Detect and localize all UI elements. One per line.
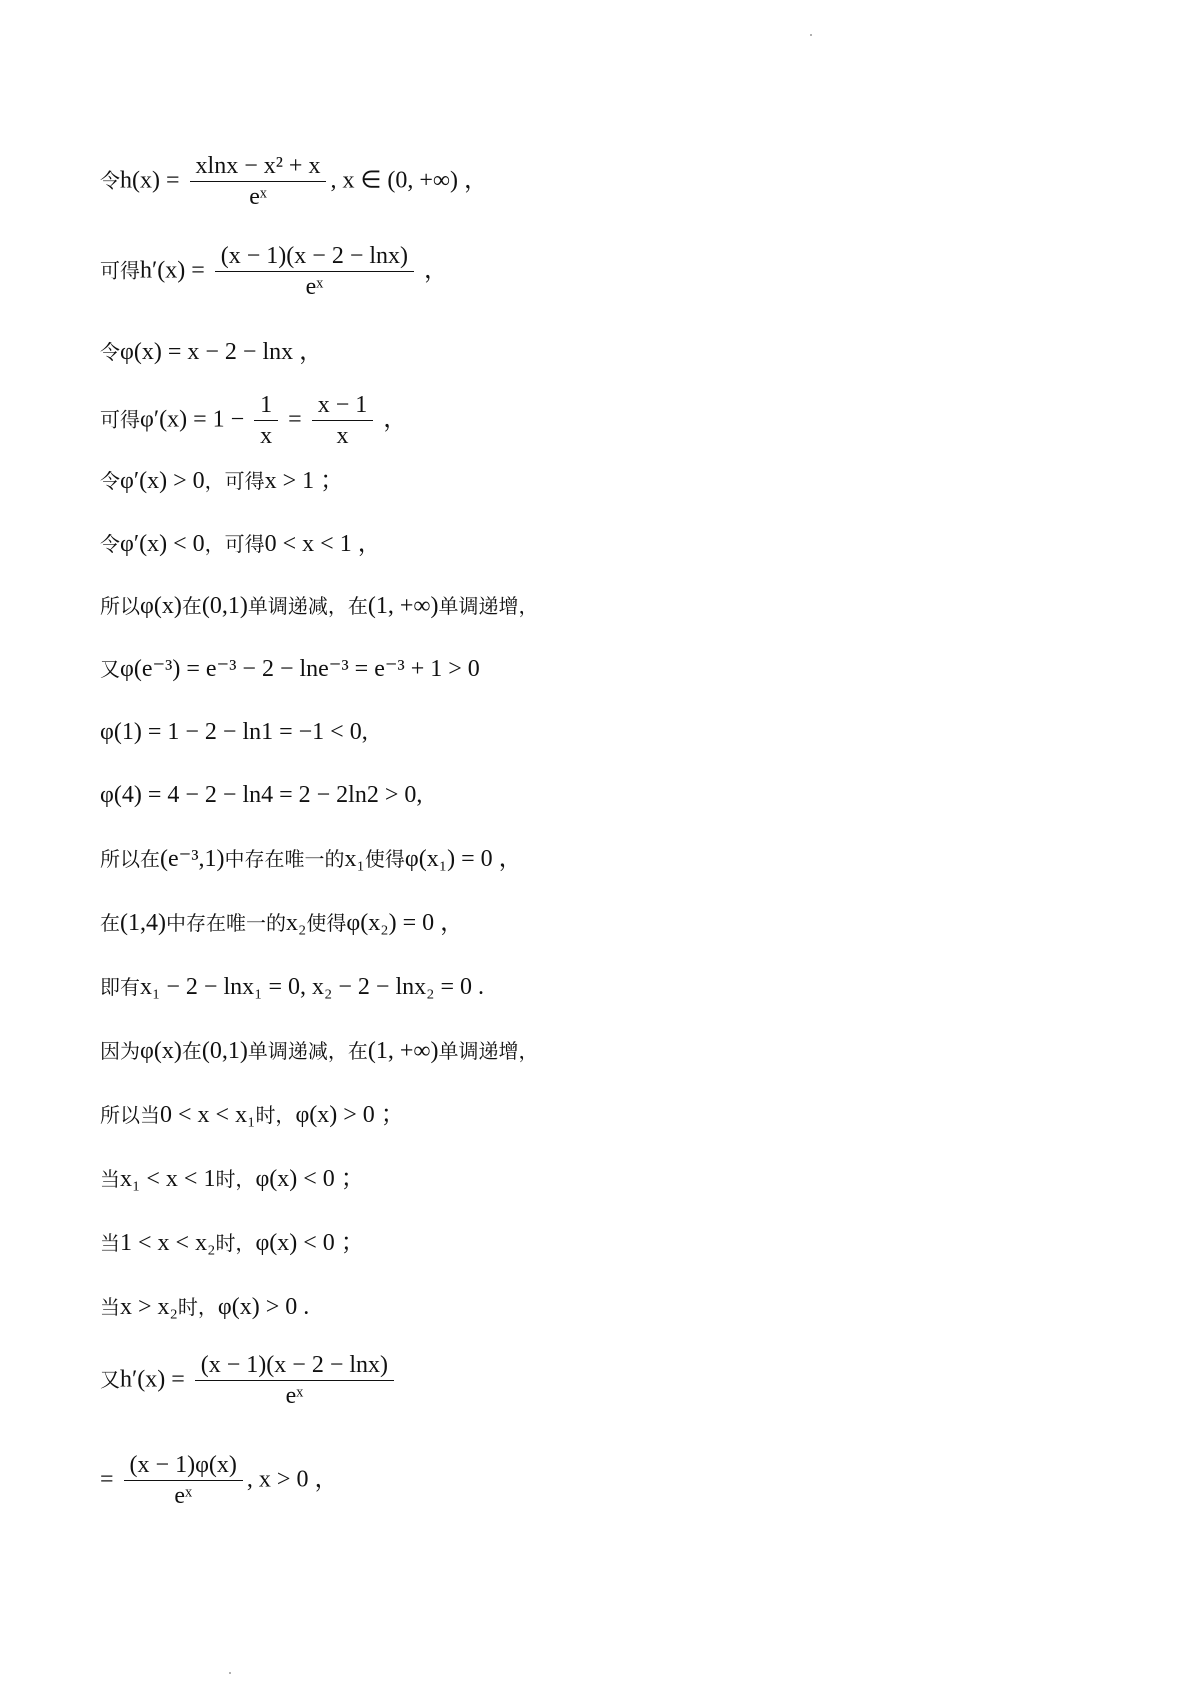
- solution-line-9: φ(1) = 1 − 2 − ln1 = −1 < 0,: [100, 719, 368, 745]
- solution-line-18: 当x > x₂时，φ(x) > 0 .: [100, 1294, 310, 1320]
- fraction: $\frac{1}{x}$: [254, 393, 278, 448]
- solution-line-20: = $\frac{(x - 1)\varphi(x)}{\text{eˣ}}$ , x > 0 ，: [100, 1452, 339, 1509]
- solution-line-2: 可得h′(x) = $\frac{(x - 1)(x - 2 - \ln x)}{\text{eˣ}}$ ，: [100, 243, 449, 300]
- solution-line-11: 所以在(e⁻³,1)中存在唯一的x₁使得φ(x₁) = 0 ，: [100, 846, 523, 872]
- fraction: $\frac{x - 1}{x}$: [312, 393, 374, 448]
- solution-line-19: 又h′(x) = $\frac{(x - 1)(x - 2 - \ln x)}{\text{eˣ}}$: [100, 1353, 398, 1408]
- solution-line-17: 当1 < x < x₂时，φ(x) < 0 ；: [100, 1230, 365, 1256]
- solution-line-7: 所以φ(x)在(0,1)单调递减，在(1, +∞)单调递增，: [100, 593, 539, 619]
- solution-line-1: 令h(x) = $\frac{\text{xlnx − x² + x}}{\text{eˣ}}$ , x ∈ (0, +∞) ，: [100, 153, 489, 210]
- solution-line-4: 可得φ′(x) = 1 − $\frac{1}{x}$ = $\frac{x - 1}{x}$ ，: [100, 392, 408, 449]
- fraction: $\frac{(x - 1)\varphi(x)}{\text{eˣ}}$: [124, 1453, 243, 1508]
- scan-speck: [229, 1672, 231, 1674]
- solution-line-14: 因为φ(x)在(0,1)单调递减，在(1, +∞)单调递增，: [100, 1038, 539, 1064]
- fraction: $\frac{\text{xlnx − x² + x}}{\text{eˣ}}$: [190, 154, 327, 209]
- fraction: $\frac{(x - 1)(x - 2 - \ln x)}{\text{eˣ}}$: [195, 1353, 394, 1408]
- solution-line-15: 所以当0 < x < x₁时，φ(x) > 0 ；: [100, 1102, 405, 1128]
- solution-line-16: 当x₁ < x < 1时，φ(x) < 0 ；: [100, 1166, 365, 1192]
- solution-line-3: 令φ(x) = x − 2 − lnx ，: [100, 339, 324, 365]
- solution-line-6: 令φ′(x) < 0，可得0 < x < 1 ，: [100, 531, 382, 557]
- solution-line-8: 又φ(e⁻³) = e⁻³ − 2 − lne⁻³ = e⁻³ + 1 > 0: [100, 656, 480, 682]
- scan-speck: [810, 34, 812, 36]
- solution-line-5: 令φ′(x) > 0，可得x > 1 ；: [100, 468, 345, 494]
- solution-line-13: 即有x₁ − 2 − lnx₁ = 0, x₂ − 2 − lnx₂ = 0 .: [100, 974, 485, 1000]
- solution-line-10: φ(4) = 4 − 2 − ln4 = 2 − 2ln2 > 0,: [100, 782, 423, 808]
- solution-line-12: 在(1,4)中存在唯一的x₂使得φ(x₂) = 0 ，: [100, 910, 465, 936]
- fraction: $\frac{(x - 1)(x - 2 - \ln x)}{\text{eˣ}}$: [215, 244, 414, 299]
